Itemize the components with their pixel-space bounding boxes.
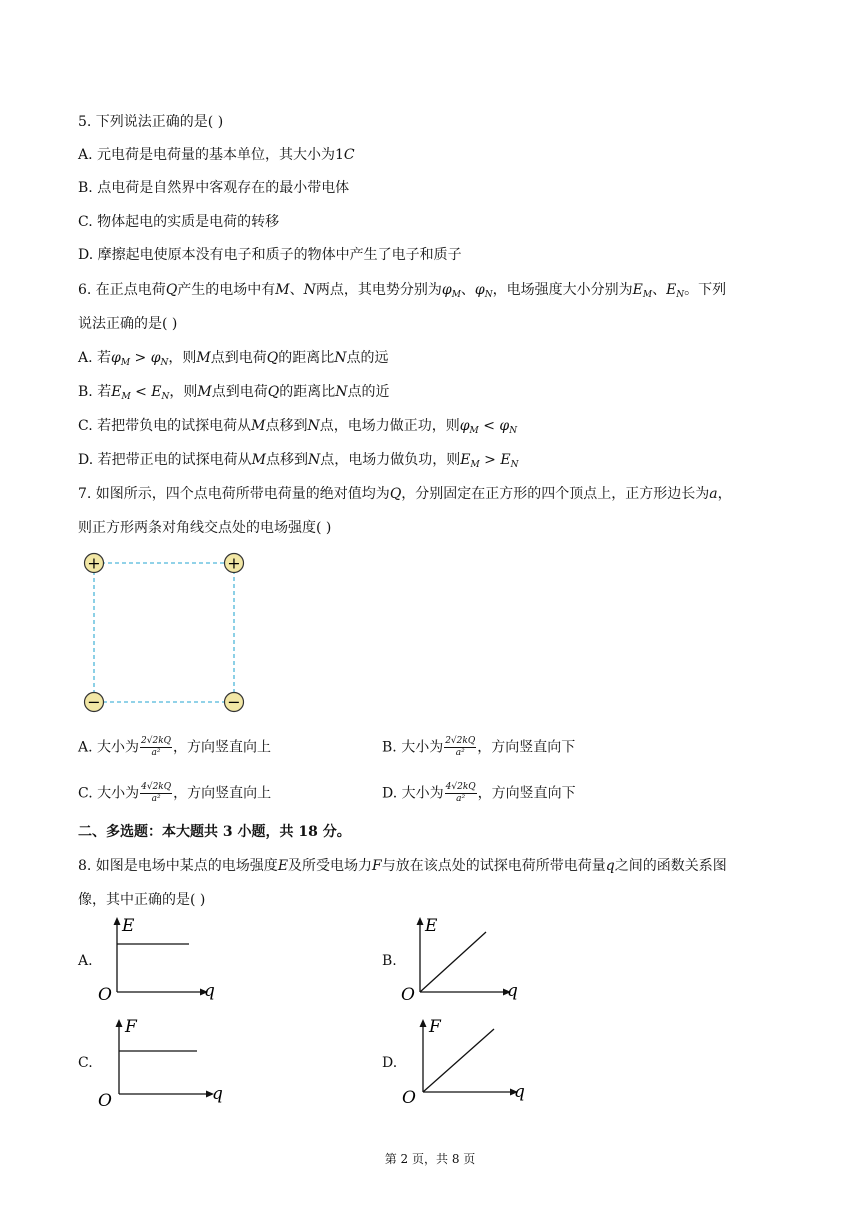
q8-graph-a: [90, 914, 230, 1006]
q6-option-c: C. 若把带负电的试探电荷从M点移到N点，电场力做正功，则$\varphi_M < \varphi_N$: [78, 418, 518, 436]
positive-charge-icon-top-left: [85, 554, 104, 573]
section-heading: 二、多选题：本大题共 3 小题，共 18 分。: [78, 824, 351, 840]
svg-text:−: −: [227, 692, 241, 712]
svg-text:+: +: [227, 553, 241, 573]
q7-option-d: D. 大小为 $\frac{4√2kQ}{\text{a²}}$ ，方向竖直向下: [382, 782, 576, 804]
page-footer: 第 2 页，共 8 页: [384, 1152, 476, 1166]
svg-text:F: F: [429, 1017, 441, 1037]
q7-option-b: B. 大小为 $\frac{2√2kQ}{\text{a²}}$ ，方向竖直向下: [382, 736, 576, 758]
svg-text:O: O: [98, 1091, 112, 1110]
svg-text:q: q: [514, 1082, 525, 1102]
q5-option-c: C. 物体起电的实质是电荷的转移: [78, 214, 280, 230]
q8-label-b: B.: [382, 953, 397, 969]
q8-graph-d: [396, 1014, 541, 1110]
q7-option-c: C. 大小为 $\frac{4√2kQ}{\text{a²}}$ ，方向竖直向上: [78, 782, 272, 804]
q7-square-diagram: [78, 548, 258, 718]
q8-stem-line2: 像，其中正确的是( ): [78, 892, 206, 908]
fraction: $\frac{4√2kQ}{\text{a²}}$: [445, 782, 476, 804]
svg-text:q: q: [212, 1084, 223, 1104]
svg-text:q: q: [204, 981, 215, 1001]
svg-text:O: O: [402, 1088, 416, 1108]
q6-option-b: B. 若$E_M < E_N$，则M点到电荷Q的距离比N点的近: [78, 384, 390, 402]
svg-text:E: E: [425, 916, 438, 936]
q8-label-a: A.: [78, 953, 93, 969]
positive-charge-icon-top-right: [225, 554, 244, 573]
q5-option-d: D. 摩擦起电使原本没有电子和质子的物体中产生了电子和质子: [78, 247, 462, 263]
svg-text:F: F: [125, 1017, 137, 1037]
q7-stem-line2: 则正方形两条对角线交点处的电场强度( ): [78, 520, 332, 536]
fraction: $\frac{4√2kQ}{\text{a²}}$: [141, 782, 172, 804]
q8-label-d: D.: [382, 1055, 398, 1071]
q6-stem: 6. 在正点电荷Q产生的电场中有M、N两点，其电势分别为$\varphi_M$、$\varphi_N$，电场强度大小分别为$E_M$、$E_N$。下列: [78, 282, 727, 300]
fraction: $\frac{2√2kQ}{\text{a²}}$: [141, 736, 172, 758]
q6-stem-line2: 说法正确的是( ): [78, 316, 178, 332]
q5-option-a: A. 元电荷是电荷量的基本单位，其大小为1C: [78, 147, 355, 163]
svg-text:O: O: [98, 985, 112, 1005]
q5-stem: 5. 下列说法正确的是( ): [78, 114, 224, 130]
q7-option-a: A. 大小为 $\frac{2√2kQ}{\text{a²}}$ ，方向竖直向上: [78, 736, 272, 758]
q8-stem: 8. 如图是电场中某点的电场强度E及所受电场力F与放在该点处的试探电荷所带电荷量q之间的函数关系图: [78, 858, 727, 874]
q6-option-d: D. 若把带正电的试探电荷从M点移到N点，电场力做负功，则$E_M > E_N$: [78, 452, 519, 470]
svg-text:O: O: [401, 985, 415, 1005]
fraction: $\frac{2√2kQ}{\text{a²}}$: [445, 736, 476, 758]
svg-text:E: E: [122, 916, 135, 936]
q8-graph-c: [92, 1014, 237, 1110]
q7-stem: 7. 如图所示，四个点电荷所带电荷量的绝对值均为Q，分别固定在正方形的四个顶点上，正方形边长为a，: [78, 486, 732, 502]
svg-text:+: +: [87, 553, 101, 573]
square-outline: [94, 563, 234, 702]
negative-charge-icon-bottom-right: [225, 693, 244, 712]
q6-option-a: A. 若$\varphi_M > \varphi_N$，则M点到电荷Q的距离比N点的远: [78, 350, 389, 368]
q8-graph-b: [393, 914, 533, 1006]
negative-charge-icon-bottom-left: [85, 693, 104, 712]
q5-option-b: B. 点电荷是自然界中客观存在的最小带电体: [78, 180, 350, 196]
q8-label-c: C.: [78, 1055, 93, 1071]
svg-text:−: −: [87, 692, 101, 712]
svg-text:q: q: [507, 981, 518, 1001]
